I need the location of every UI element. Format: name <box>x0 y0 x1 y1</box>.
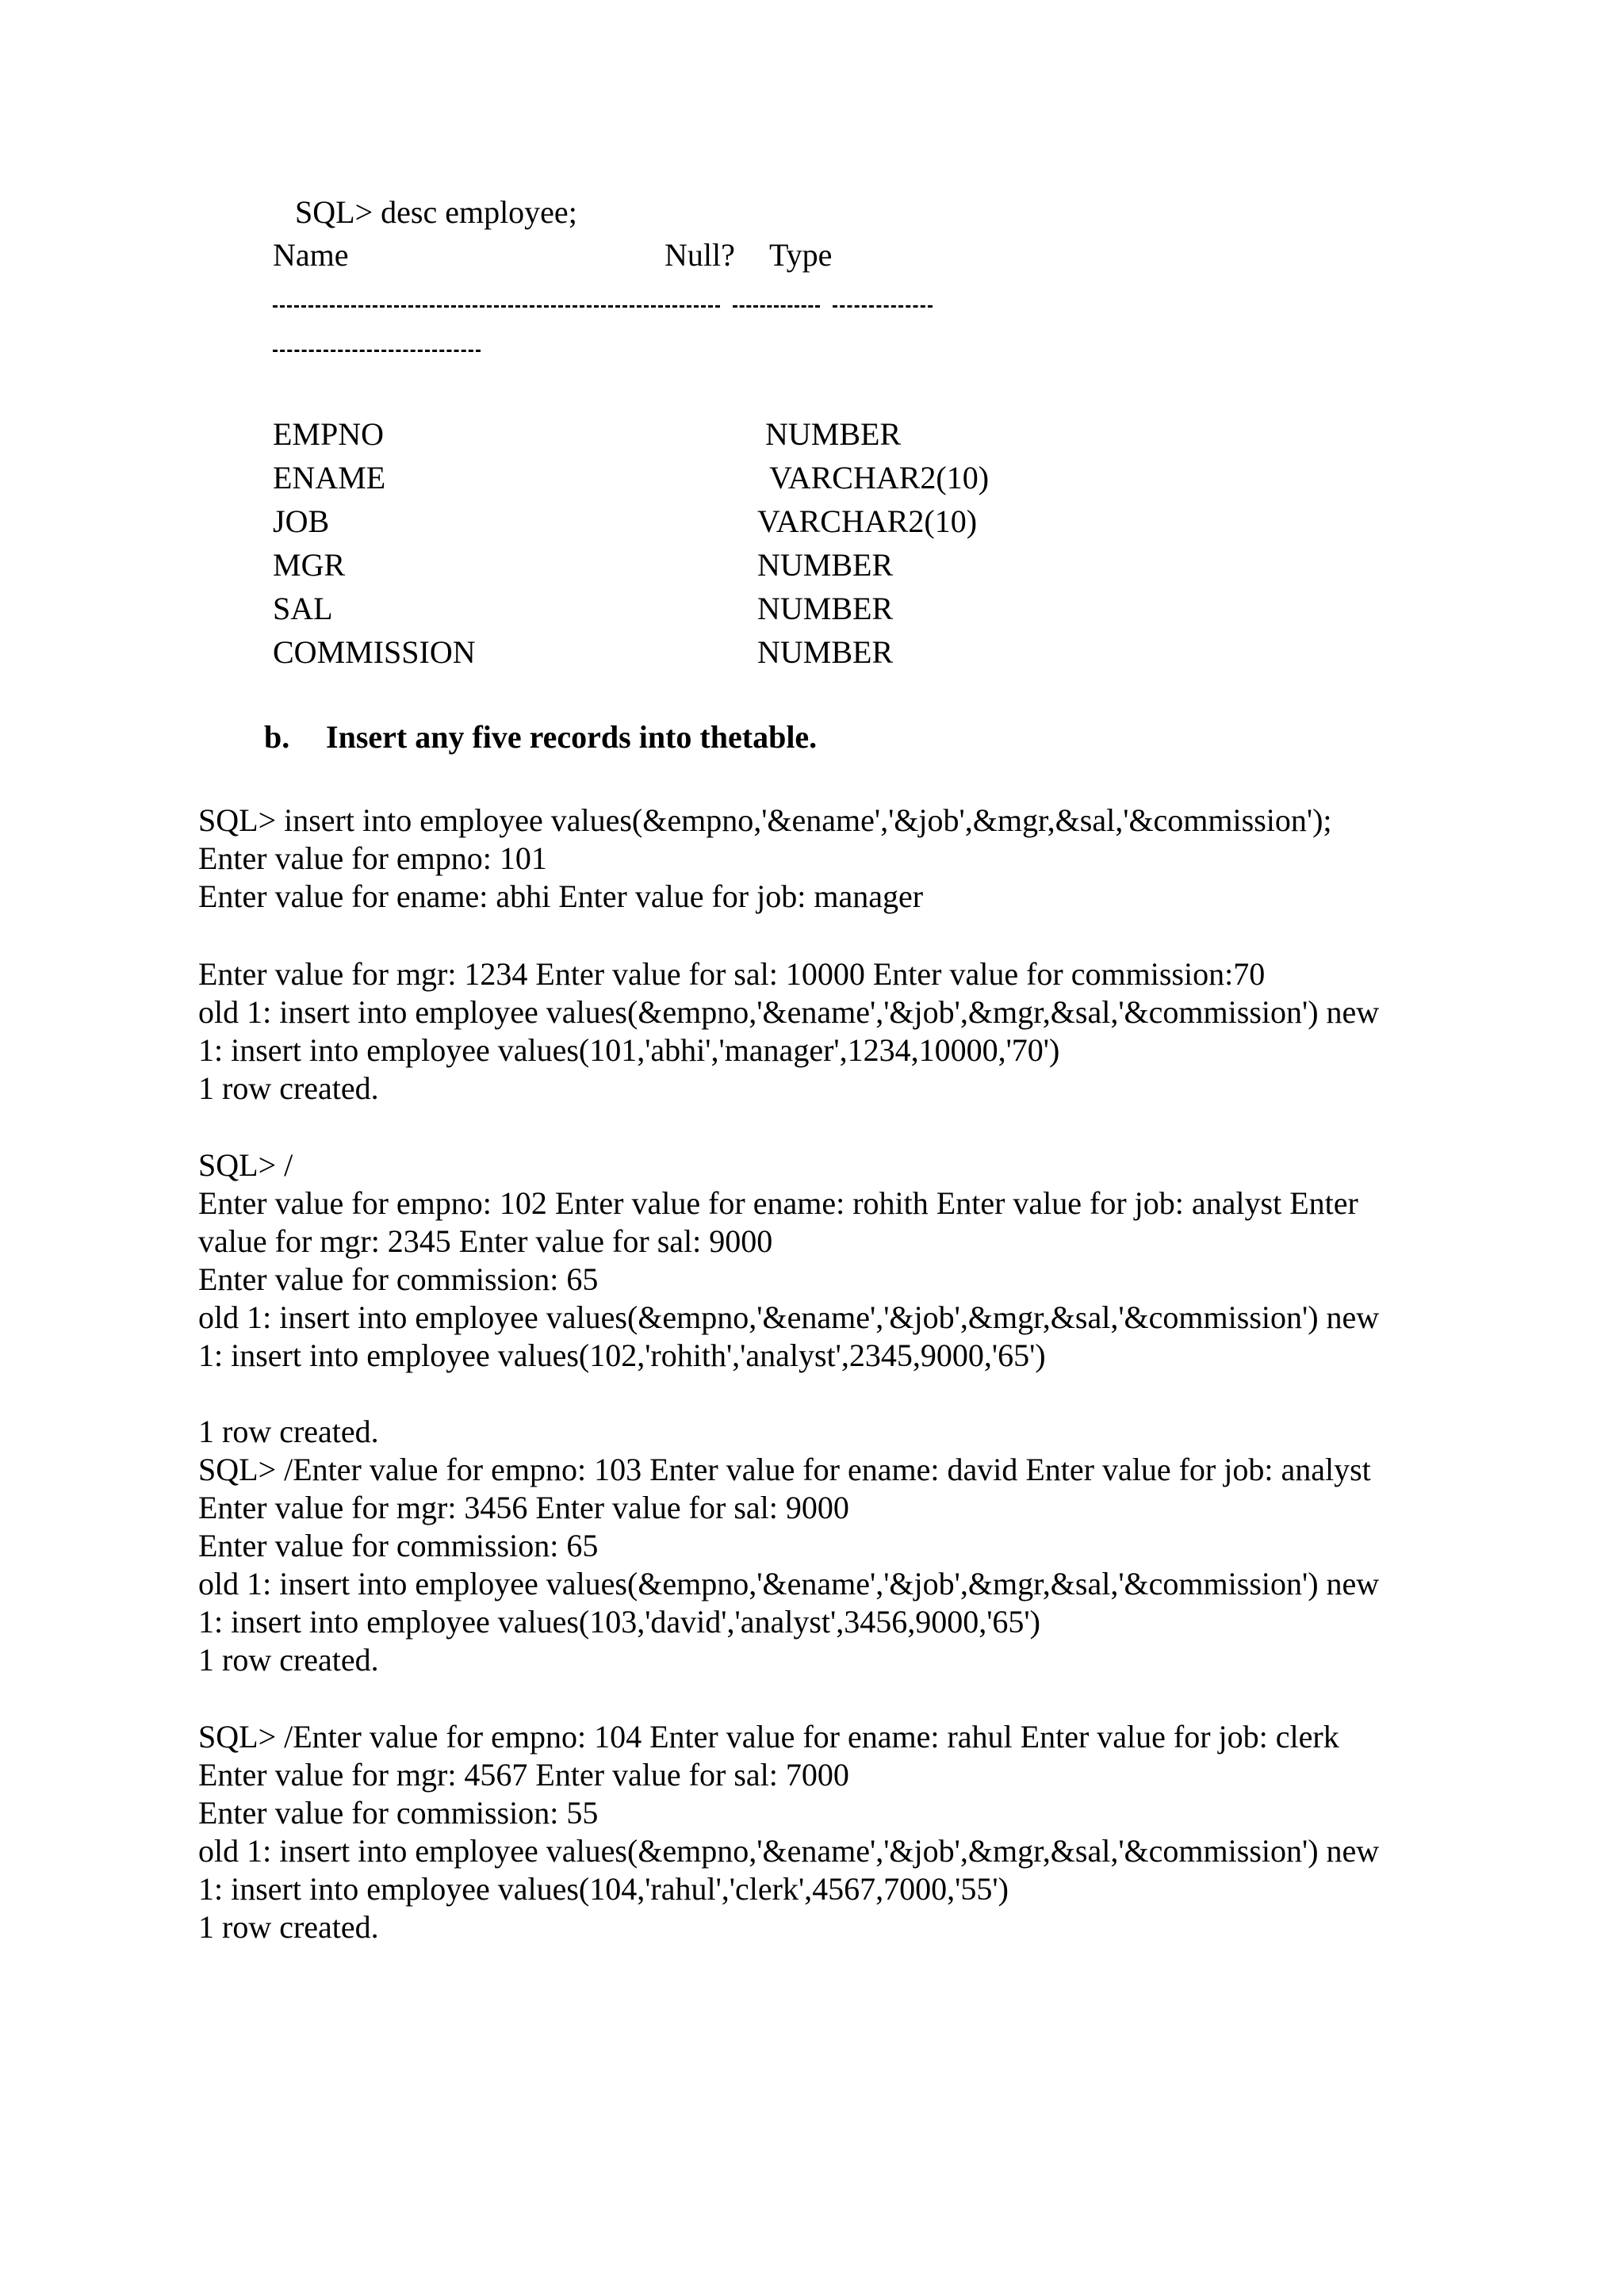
column-name: JOB <box>273 503 330 539</box>
body-line: 1 row created. <box>198 1642 379 1678</box>
desc-command: SQL> desc employee; <box>295 194 577 230</box>
header-type: Type <box>769 237 833 273</box>
column-name: SAL <box>273 591 333 626</box>
body-line: value for mgr: 2345 Enter value for sal: 9000 <box>198 1223 773 1259</box>
body-line: Enter value for empno: 102 Enter value for ename: rohith Enter value for job: analyst Enter <box>198 1185 1358 1221</box>
body-line: old 1: insert into employee values(&empno,'&ename','&job',&mgr,&sal,'&commission') new <box>198 1833 1380 1869</box>
body-line: 1: insert into employee values(104,'rahul','clerk',4567,7000,'55') <box>198 1871 1009 1907</box>
header-name: Name <box>273 237 349 273</box>
body-line: 1: insert into employee values(103,'david','analyst',3456,9000,'65') <box>198 1604 1040 1640</box>
body-line: Enter value for mgr: 1234 Enter value for sal: 10000 Enter value for commission:70 <box>198 956 1266 992</box>
body-line: Enter value for ename: abhi Enter value for job: manager <box>198 878 924 914</box>
body-line: 1: insert into employee values(102,'rohith','analyst',2345,9000,'65') <box>198 1337 1046 1373</box>
column-type: NUMBER <box>757 634 894 670</box>
body-line: Enter value for commission: 55 <box>198 1795 599 1831</box>
body-line: 1 row created. <box>198 1414 379 1449</box>
body-line: Enter value for empno: 101 <box>198 840 547 876</box>
separator-name <box>273 305 720 312</box>
column-type: NUMBER <box>765 416 902 452</box>
column-name: MGR <box>273 547 346 583</box>
column-type: VARCHAR2(10) <box>769 460 990 496</box>
separator-type-wrap <box>273 350 481 357</box>
body-line: SQL> /Enter value for empno: 103 Enter value for ename: david Enter value for job: analyst <box>198 1452 1371 1487</box>
body-line: Enter value for commission: 65 <box>198 1261 599 1297</box>
body-line: old 1: insert into employee values(&empno,'&ename','&job',&mgr,&sal,'&commission') new <box>198 994 1380 1030</box>
body-line: Enter value for commission: 65 <box>198 1528 599 1563</box>
body-line: SQL> insert into employee values(&empno,'&ename','&job',&mgr,&sal,'&commission'); <box>198 802 1332 838</box>
column-name: COMMISSION <box>273 634 476 670</box>
section-marker: b. <box>264 719 290 755</box>
column-type: NUMBER <box>757 591 894 626</box>
body-line: 1 row created. <box>198 1070 379 1106</box>
body-line: SQL> /Enter value for empno: 104 Enter value for ename: rahul Enter value for job: clerk <box>198 1719 1339 1755</box>
column-type: NUMBER <box>757 547 894 583</box>
separator-type <box>833 305 933 312</box>
body-line: old 1: insert into employee values(&empno,'&ename','&job',&mgr,&sal,'&commission') new <box>198 1566 1380 1601</box>
body-line: Enter value for mgr: 3456 Enter value for sal: 9000 <box>198 1490 849 1525</box>
body-line: Enter value for mgr: 4567 Enter value for sal: 7000 <box>198 1757 849 1793</box>
column-type: VARCHAR2(10) <box>757 503 978 539</box>
separator-null <box>733 305 820 312</box>
section-heading: Insert any five records into thetable. <box>326 719 818 755</box>
header-null: Null? <box>665 237 735 273</box>
body-line: SQL> / <box>198 1147 293 1183</box>
column-name: ENAME <box>273 460 386 496</box>
body-line: old 1: insert into employee values(&empno,'&ename','&job',&mgr,&sal,'&commission') new <box>198 1299 1380 1335</box>
column-name: EMPNO <box>273 416 385 452</box>
body-line: 1 row created. <box>198 1909 379 1945</box>
body-line: 1: insert into employee values(101,'abhi','manager',1234,10000,'70') <box>198 1032 1060 1068</box>
